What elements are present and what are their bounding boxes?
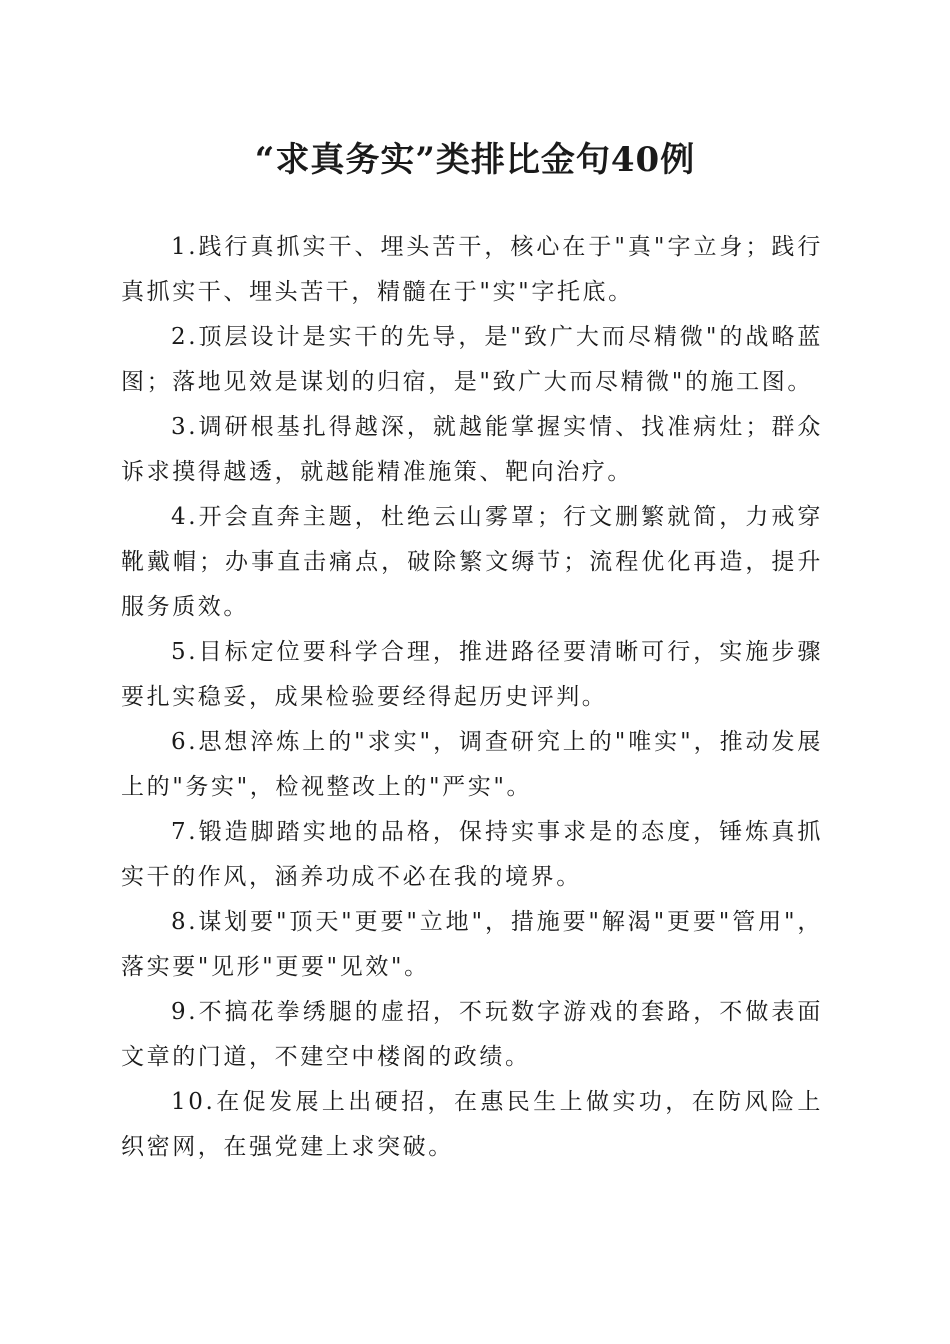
item-list — [121, 225, 823, 1170]
list-item: 3.调研根基扎得越深，就越能掌握实情、找准病灶；群众诉求摸得越透，就越能精准施策、靶向治疗。 — [121, 414, 823, 485]
list-item: 1.践行真抓实干、埋头苦干，核心在于"真"字立身；践行真抓实干、埋头苦干，精髓在于"实"字托底。 — [121, 234, 823, 305]
list-item: 2.顶层设计是实干的先导，是"致广大而尽精微"的战略蓝图；落地见效是谋划的归宿，是"致广大而尽精微"的施工图。 — [121, 324, 823, 395]
list-item: 5.目标定位要科学合理，推进路径要清晰可行，实施步骤要扎实稳妥，成果检验要经得起历史评判。 — [121, 639, 823, 710]
list-item: 10.在促发展上出硬招，在惠民生上做实功，在防风险上织密网，在强党建上求突破。 — [121, 1089, 823, 1160]
list-item: 6.思想淬炼上的"求实"，调查研究上的"唯实"，推动发展上的"务实"，检视整改上的"严实"。 — [121, 729, 823, 800]
list-item: 8.谋划要"顶天"更要"立地"，措施要"解渴"更要"管用"，落实要"见形"更要"见效"。 — [121, 909, 823, 980]
list-item: 7.锻造脚踏实地的品格，保持实事求是的态度，锤炼真抓实干的作风，涵养功成不必在我的境界。 — [121, 819, 823, 890]
list-item: 4.开会直奔主题，杜绝云山雾罩；行文删繁就简，力戒穿靴戴帽；办事直击痛点，破除繁文缛节；流程优化再造，提升服务质效。 — [121, 504, 823, 620]
list-item: 9.不搞花拳绣腿的虚招，不玩数字游戏的套路，不做表面文章的门道，不建空中楼阁的政绩。 — [121, 999, 823, 1070]
document-title: “求真务实”类排比金句40例 — [254, 140, 696, 180]
